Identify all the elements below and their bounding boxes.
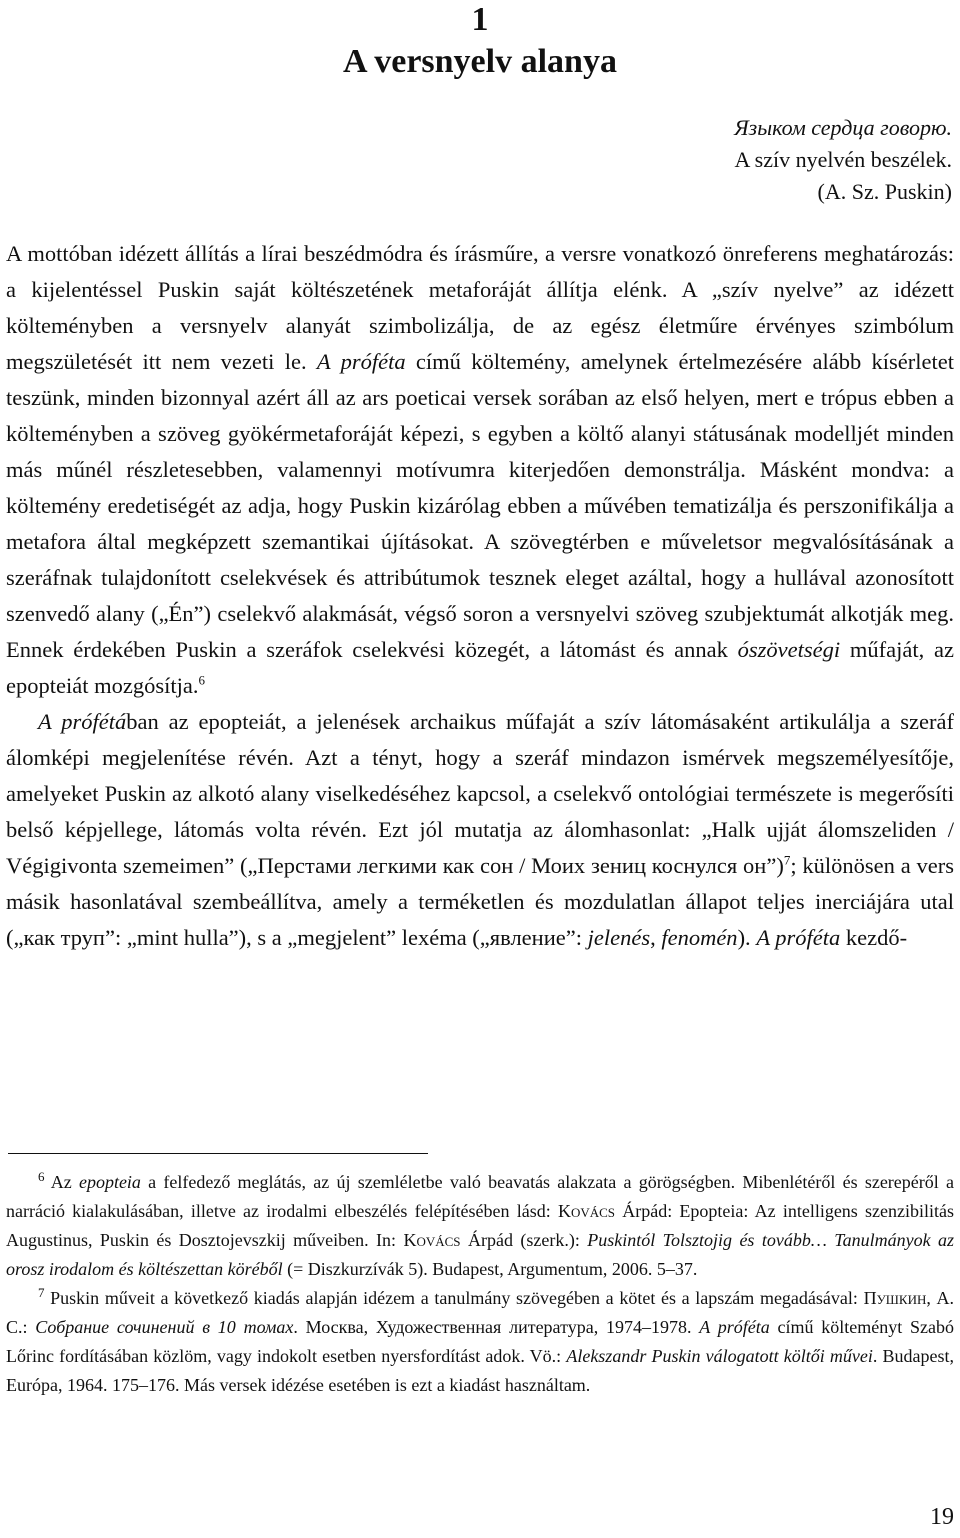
text-run: ban az epopteiát, a jelenések archaikus műfaját a szív látomásaként artikulálja a szeráf álomképi megjelenítése révén. Azt a tényt, hogy a szeráf mindazon ismérvek megszemélyesítője, amelyeket Puskin az alkotó alany viselkedéséhez kapcsol, a cselekvő ontológiai természete is megerősíti belső képjellege, látomás volta révén. Ezt jól mutatja az álomhasonlat: „Halk ujját álomszeliden / Végigivonta szemeimen” („Перстами легкими как сон / Моих зениц коснулся он”) [6, 709, 954, 878]
body-text [6, 236, 954, 956]
italic-title: Puskintól Tolsztojig és tovább… Tanulmányok az orosz irodalom és költészettan köréből [6, 1230, 955, 1279]
text-run: . Budapest, Európa, 1964. 175–176. Más versek idézése esetében is ezt a kiadást használtam. [6, 1346, 954, 1395]
italic-title: A próféta [316, 349, 406, 374]
text-run: a felfedező meglátás, az új szemléletbe való beavatás alakzata a görögségben. Mibenlétéről és szerepéről a narráció kialakulásában, illetve az irodalmi elbeszélés felépítésében lásd: [6, 1172, 954, 1221]
text-run: Puskin műveit a következő kiadás alapján idézem a tanulmány szövegében a kötet és a lapszám megadásával: [44, 1288, 864, 1308]
footnote-divider [8, 1153, 428, 1154]
footnote-number: 6 [38, 1169, 45, 1184]
footnote-ref-6[interactable]: 6 [198, 672, 205, 688]
italic-term: fenomén [661, 925, 738, 950]
author-name: Пушкин [863, 1288, 927, 1308]
page-number: 19 [930, 1504, 954, 1530]
footnote-ref-7[interactable]: 7 [783, 852, 791, 868]
text-run: (= Diszkurzívák 5). Budapest, Argumentum, 2006. 5–37. [282, 1259, 698, 1279]
text-run: ; különösen a vers másik hasonlatával szembeállítva, amely a terméketlen és mozdulatlan állapot teljes inerciájára utal („как труп”: „mint hulla”), s a „megjelent” lexéma („явление”: [6, 853, 955, 950]
footnote-number: 7 [38, 1285, 45, 1300]
motto-hungarian: A szív nyelvén beszélek. [734, 147, 952, 172]
text-run: Árpád (szerk.): [460, 1230, 588, 1250]
motto-attribution: (A. Sz. Puskin) [817, 179, 952, 204]
italic-term: ószövetségi [737, 637, 841, 662]
italic-title: Alekszandr Puskin válogatott költői művei [566, 1346, 873, 1366]
text-run: című költeményt Szabó Lőrinc fordításában közlöm, vagy indokolt esetben nyersfordítást adok. Vö.: [6, 1317, 955, 1366]
italic-title: A próféta [756, 925, 841, 950]
footnotes [6, 1168, 954, 1400]
paragraph-1 [6, 236, 954, 704]
text-run: ). [737, 925, 757, 950]
text-run: , А. С.: [6, 1288, 955, 1337]
chapter-title: A versnyelv alanya [343, 43, 617, 80]
text-run: kezdő- [840, 925, 908, 950]
motto-russian: Языком сердца говорю. [734, 115, 952, 140]
italic-term: epopteia [78, 1172, 141, 1192]
text-run: . Москва, Художественная литература, 1974–1978. [293, 1317, 700, 1337]
author-name: Kovács [557, 1201, 616, 1221]
chapter-number: 1 [471, 1, 489, 38]
text-run: műfaját, az epopteiát mozgósítja. [6, 637, 954, 698]
text-run: A mottóban idézett állítás a lírai beszédmódra és írásműre, a versre vonatkozó önreferens meghatározás: a kijelentéssel Puskin saját költészetének metaforáját állítja elénk. A „szív nyelve” az idézett költeményben a versnyelv alanyát szimbolizálja, de az egész életműre érvényes szimbólum megszületését itt nem vezeti le. [6, 241, 954, 374]
author-name: Kovács [403, 1230, 461, 1250]
italic-title: A próféta [699, 1317, 770, 1337]
motto [734, 112, 952, 208]
italic-term: jelenés [587, 925, 651, 950]
footnote-7 [6, 1284, 954, 1400]
italic-title: Собрание сочинений в 10 томах [35, 1317, 294, 1337]
text-run: , [650, 925, 662, 950]
footnote-6 [6, 1168, 954, 1284]
text-run: Az [44, 1172, 79, 1192]
paragraph-2 [6, 704, 954, 956]
text-run: Árpád: Epopteia: Az intelligens szenzibilitás Augustinus, Puskin és Dosztojevszkij műveiben. In: [6, 1201, 954, 1250]
text-run: című költemény, amelynek értelmezésére alább kísérletet teszünk, minden bizonnyal azért áll az ars poeticai versek sorában az első helyen, mert e trópus ebben a költeményben a szöveg gyökérmetaforáját képezi, s egyben a költő alanyi státusának modelljét minden más műnél részletesebben, valamennyi motívumra kiterjedően demonstrálja. Másként mondva: a költemény eredetiségét az adja, hogy Puskin kizárólag ebben a művében tematizálja és perszonifikálja a metafora által megképzett szemantikai újításokat. A szövegtérben e műveletsor megvalósításának a szeráfnak tulajdonított cselekvések és attribútumok tesznek eleget azáltal, hogy a hullával azonosított szenvedő alany („Én”) cselekvő alakmását, végső soron a versnyelvi szöveg szubjektumát alkotják meg. Ennek érdekében Puskin a szeráfok cselekvési közegét, a látomást és annak [6, 349, 954, 662]
italic-title: A prófétá [38, 709, 127, 734]
